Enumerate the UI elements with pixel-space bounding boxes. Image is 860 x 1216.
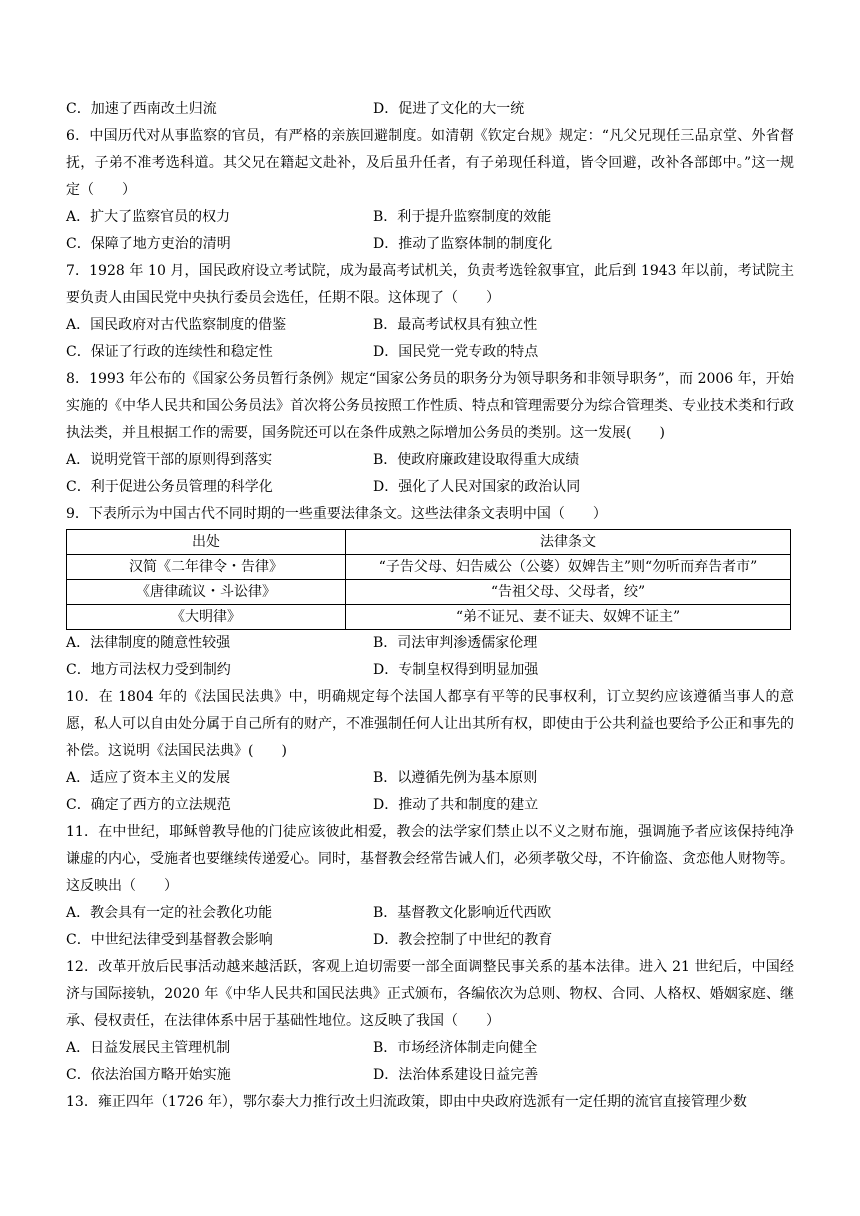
q9-options-cd xyxy=(66,657,794,684)
q9-stem: 9．下表所示为中国古代不同时期的一些重要法律条文。这些法律条文表明中国（ ） xyxy=(66,506,607,522)
q12-option-b: B．市场经济体制走向健全 xyxy=(373,1040,538,1056)
table-row xyxy=(67,580,791,605)
q8-options-ab xyxy=(66,447,794,474)
q10-options-ab xyxy=(66,765,794,792)
q11-option-d: D．教会控制了中世纪的教育 xyxy=(373,932,553,948)
q6-option-a: A．扩大了监察官员的权力 xyxy=(66,209,231,225)
q6-option-d: D．推动了监察体制的制度化 xyxy=(373,236,553,252)
law-table-header xyxy=(67,530,791,555)
q12-stem: 12．改革开放后民事活动越来越活跃，客观上迫切需要一部全面调整民事关系的基本法律。进入 21 世纪后，中国经济与国际接轨，2020 年《中华人民共和国民法典》正式颁布，各编依次为总则、物权、合同、人格权、婚姻家庭、继承、侵权责任，在法律体系中居于基础性地位。这反映了我国（ ） xyxy=(66,959,794,1029)
q7-options-ab xyxy=(66,312,794,339)
q7-stem: 7．1928 年 10 月，国民政府设立考试院，成为最高考试机关，负责考选铨叙事宜，此后到 1943 年以前，考试院主要负责人由国民党中央执行委员会选任，任期不限。这体现了（ ） xyxy=(66,263,794,306)
law-table-header-source: 出处 xyxy=(67,530,346,555)
q9-option-b: B．司法审判渗透儒家伦理 xyxy=(373,635,538,651)
q11-options-cd xyxy=(66,927,794,954)
q6-option-c: C．保障了地方吏治的清明 xyxy=(66,236,231,252)
law-article-cell: “弟不证兄、妻不证夫、奴婢不证主” xyxy=(346,605,791,630)
q10-option-b: B．以遵循先例为基本原则 xyxy=(373,770,538,786)
q11-option-b: B．基督教文化影响近代西欧 xyxy=(373,905,552,921)
table-row xyxy=(67,555,791,580)
q6-options-cd xyxy=(66,231,794,258)
q11-option-c: C．中世纪法律受到基督教会影响 xyxy=(66,932,273,948)
q10-option-d: D．推动了共和制度的建立 xyxy=(373,797,539,813)
q8-option-d: D．强化了人民对国家的政治认同 xyxy=(373,479,581,495)
q12-option-a: A．日益发展民主管理机制 xyxy=(66,1040,231,1056)
law-source-cell: 《唐律疏议・斗讼律》 xyxy=(67,580,346,605)
q10-options-cd xyxy=(66,792,794,819)
q6-option-b: B．利于提升监察制度的效能 xyxy=(373,209,552,225)
q5-options-cd xyxy=(66,96,794,123)
q13-stem: 13．雍正四年（1726 年），鄂尔泰大力推行改土归流政策，即由中央政府选派有一定任期的流官直接管理少数 xyxy=(66,1094,747,1110)
q11-options-ab xyxy=(66,900,794,927)
law-table xyxy=(66,529,791,630)
q6-options-ab xyxy=(66,204,794,231)
law-table-header-article: 法律条文 xyxy=(346,530,791,555)
q7-options-cd xyxy=(66,339,794,366)
q8-option-a: A．说明党管干部的原则得到落实 xyxy=(66,452,273,468)
q7-option-c: C．保证了行政的连续性和稳定性 xyxy=(66,344,273,360)
law-article-cell: “告祖父母、父母者，绞” xyxy=(346,580,791,605)
q8-option-c: C．利于促进公务员管理的科学化 xyxy=(66,479,273,495)
q12-options-ab xyxy=(66,1035,794,1062)
q5-option-d: D．促进了文化的大一统 xyxy=(373,101,525,117)
q9-option-a: A．法律制度的随意性较强 xyxy=(66,635,231,651)
q11-stem: 11．在中世纪，耶稣曾教导他的门徒应该彼此相爱，教会的法学家们禁止以不义之财布施，强调施予者应该保持纯净谦虚的内心，受施者也要继续传递爱心。同时，基督教会经常告诫人们，必须孝敬父母，不许偷盗、贪恋他人财物等。这反映出（ ） xyxy=(66,824,794,894)
q9-option-d: D．专制皇权得到明显加强 xyxy=(373,662,539,678)
q9-options-ab xyxy=(66,630,794,657)
q7-option-d: D．国民党一党专政的特点 xyxy=(373,344,539,360)
q7-option-a: A．国民政府对古代监察制度的借鉴 xyxy=(66,317,287,333)
law-source-cell: 《大明律》 xyxy=(67,605,346,630)
q11-option-a: A．教会具有一定的社会教化功能 xyxy=(66,905,273,921)
q9-option-c: C．地方司法权力受到制约 xyxy=(66,662,231,678)
law-source-cell: 汉简《二年律令・告律》 xyxy=(67,555,346,580)
table-row xyxy=(67,605,791,630)
q5-option-c: C．加速了西南改土归流 xyxy=(66,101,217,117)
q12-options-cd xyxy=(66,1062,794,1089)
q12-option-c: C．依法治国方略开始实施 xyxy=(66,1067,231,1083)
q8-stem: 8．1993 年公布的《国家公务员暂行条例》规定“国家公务员的职务分为领导职务和非领导职务”，而 2006 年，开始实施的《中华人民共和国公务员法》首次将公务员按照工作性质、特点和管理需要分为综合管理类、专业技术类和行政执法类，并且根据工作的需要，国务院还可以在条件成熟之际增加公务员的类别。这一发展( ) xyxy=(66,371,794,441)
q10-option-c: C．确定了西方的立法规范 xyxy=(66,797,231,813)
q8-options-cd xyxy=(66,474,794,501)
q12-option-d: D．法治体系建设日益完善 xyxy=(373,1067,539,1083)
q6-stem: 6．中国历代对从事监察的官员，有严格的亲族回避制度。如清朝《钦定台规》规定：“凡父兄现任三品京堂、外省督抚，子弟不准考选科道。其父兄在籍起文赴补，及后虽升任者，有子弟现任科道，皆令回避，改补各部郎中。”这一规定（ ） xyxy=(66,128,794,198)
q8-option-b: B．使政府廉政建设取得重大成绩 xyxy=(373,452,580,468)
law-article-cell: “子告父母、妇告威公（公婆）奴婢告主”则“勿听而弃告者市” xyxy=(346,555,791,580)
q10-stem: 10．在 1804 年的《法国民法典》中，明确规定每个法国人都享有平等的民事权利，订立契约应该遵循当事人的意愿，私人可以自由处分属于自己所有的财产，不准强制任何人让出其所有权，即使由于公共利益也要给予公正和事先的补偿。这说明《法国民法典》( ) xyxy=(66,689,794,759)
q10-option-a: A．适应了资本主义的发展 xyxy=(66,770,231,786)
exam-page xyxy=(66,96,794,1116)
q7-option-b: B．最高考试权具有独立性 xyxy=(373,317,538,333)
